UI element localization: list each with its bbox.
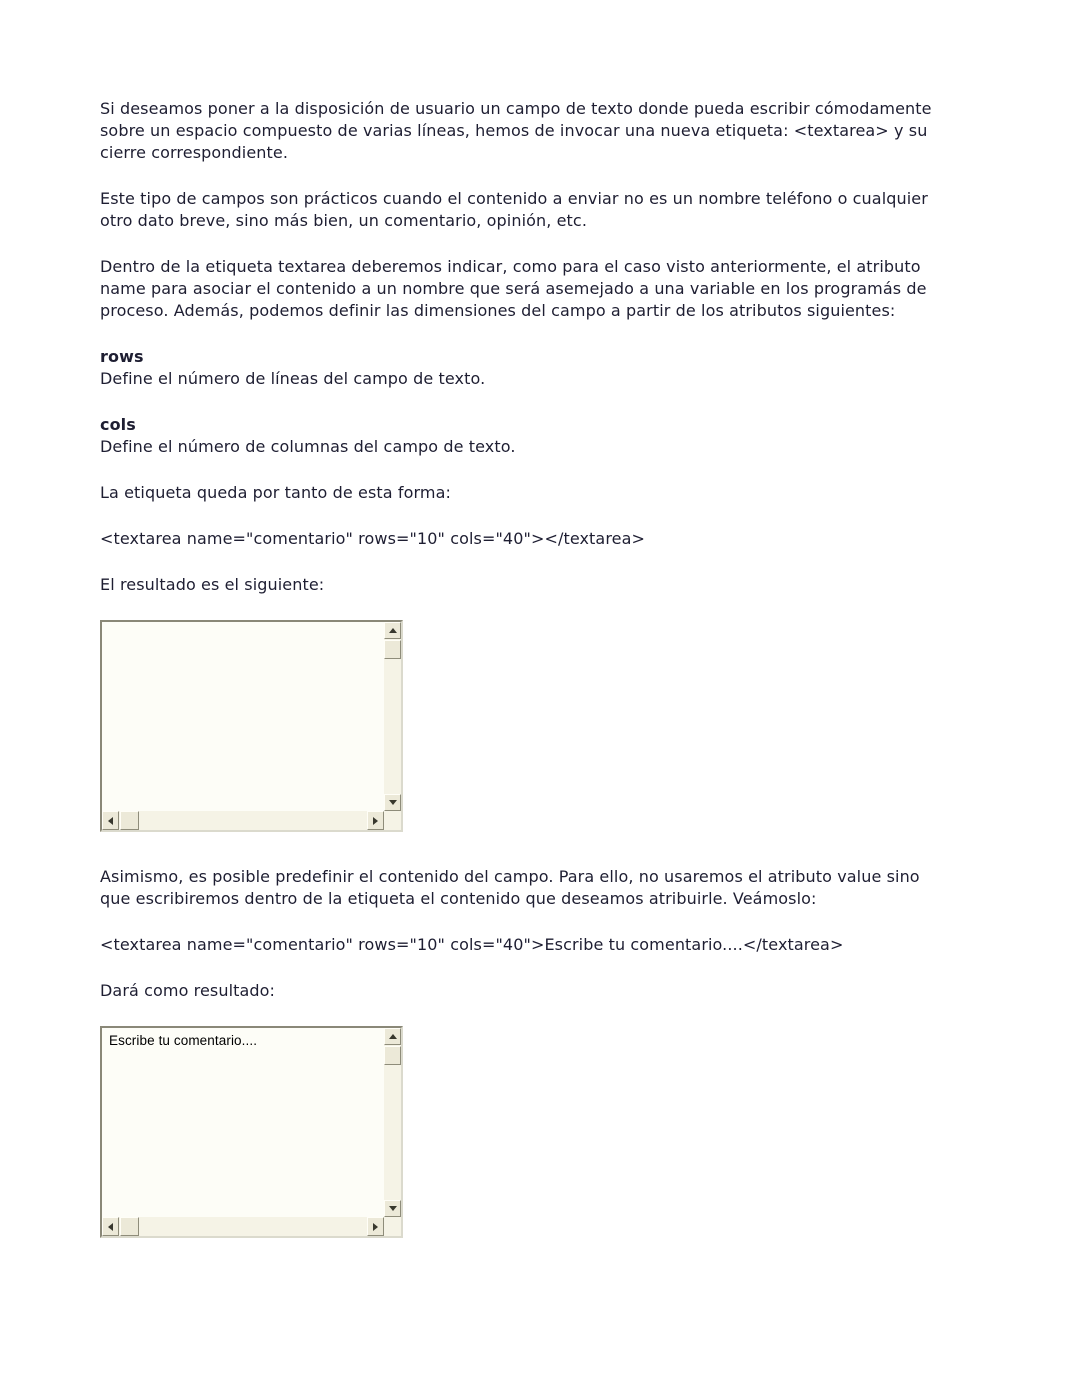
- paragraph-result-1: El resultado es el siguiente:: [100, 575, 325, 594]
- scrollbar-corner: [384, 811, 401, 830]
- definition-rows: Define el número de líneas del campo de texto.: [100, 369, 486, 388]
- horizontal-scroll-track[interactable]: [119, 1217, 367, 1236]
- paragraph-result-2: Dará como resultado:: [100, 981, 276, 1000]
- scroll-down-button[interactable]: [384, 1200, 401, 1217]
- vertical-scroll-thumb[interactable]: [384, 1046, 401, 1065]
- left-arrow-icon: [108, 817, 113, 825]
- vertical-scroll-track[interactable]: [384, 1045, 401, 1200]
- paragraph-intro: Si deseamos poner a la disposición de usuario un campo de texto donde pueda escribir cómodamente sobre un espacio compuesto de varias líneas, hemos de invocar una nueva etiqueta: <textarea> y su cierre correspondiente.: [100, 99, 932, 162]
- textarea-value[interactable]: [102, 622, 384, 811]
- paragraph-tag-form: La etiqueta queda por tanto de esta forma:: [100, 483, 451, 502]
- right-arrow-icon: [373, 817, 378, 825]
- definition-cols: Define el número de columnas del campo de texto.: [100, 437, 516, 456]
- textarea-demo-prefilled[interactable]: [100, 1026, 403, 1238]
- scrollbar-corner: [384, 1217, 401, 1236]
- scroll-down-button[interactable]: [384, 794, 401, 811]
- document-body: [100, 98, 948, 1238]
- code-example-1: <textarea name="comentario" rows="10" cols="40"></textarea>: [100, 529, 646, 548]
- term-cols: cols: [100, 415, 136, 434]
- horizontal-scrollbar[interactable]: [102, 811, 384, 830]
- up-arrow-icon: [389, 1034, 397, 1039]
- vertical-scroll-track[interactable]: [384, 639, 401, 794]
- vertical-scroll-thumb[interactable]: [384, 640, 401, 659]
- vertical-scrollbar[interactable]: [384, 1028, 401, 1217]
- right-arrow-icon: [373, 1223, 378, 1231]
- left-arrow-icon: [108, 1223, 113, 1231]
- horizontal-scroll-track[interactable]: [119, 811, 367, 830]
- down-arrow-icon: [389, 800, 397, 805]
- scroll-up-button[interactable]: [384, 1028, 401, 1045]
- horizontal-scroll-thumb[interactable]: [120, 1217, 139, 1236]
- textarea-value[interactable]: Escribe tu comentario....: [102, 1028, 384, 1217]
- paragraph-usage: Este tipo de campos son prácticos cuando el contenido a enviar no es un nombre teléfono o cualquier otro dato breve, sino más bien, un comentario, opinión, etc.: [100, 189, 928, 230]
- scroll-left-button[interactable]: [102, 811, 119, 830]
- down-arrow-icon: [389, 1206, 397, 1211]
- term-rows: rows: [100, 347, 144, 366]
- code-example-2: <textarea name="comentario" rows="10" cols="40">Escribe tu comentario....</textarea>: [100, 935, 844, 954]
- paragraph-attributes: Dentro de la etiqueta textarea deberemos indicar, como para el caso visto anteriormente, el atributo name para asociar el contenido a un nombre que será asemejado a una variable en los programás de proceso. Además, podemos definir las dimensiones del campo a partir de los atributos siguientes:: [100, 257, 927, 320]
- definition-rows-block: [100, 346, 948, 390]
- up-arrow-icon: [389, 628, 397, 633]
- vertical-scrollbar[interactable]: [384, 622, 401, 811]
- scroll-right-button[interactable]: [367, 811, 384, 830]
- scroll-right-button[interactable]: [367, 1217, 384, 1236]
- scroll-up-button[interactable]: [384, 622, 401, 639]
- scroll-left-button[interactable]: [102, 1217, 119, 1236]
- paragraph-predefine: Asimismo, es posible predefinir el contenido del campo. Para ello, no usaremos el atributo value sino que escribiremos dentro de la etiqueta el contenido que deseamos atribuirle. Veámoslo:: [100, 867, 920, 908]
- definition-cols-block: [100, 414, 948, 458]
- horizontal-scroll-thumb[interactable]: [120, 811, 139, 830]
- horizontal-scrollbar[interactable]: [102, 1217, 384, 1236]
- textarea-demo-empty[interactable]: [100, 620, 403, 832]
